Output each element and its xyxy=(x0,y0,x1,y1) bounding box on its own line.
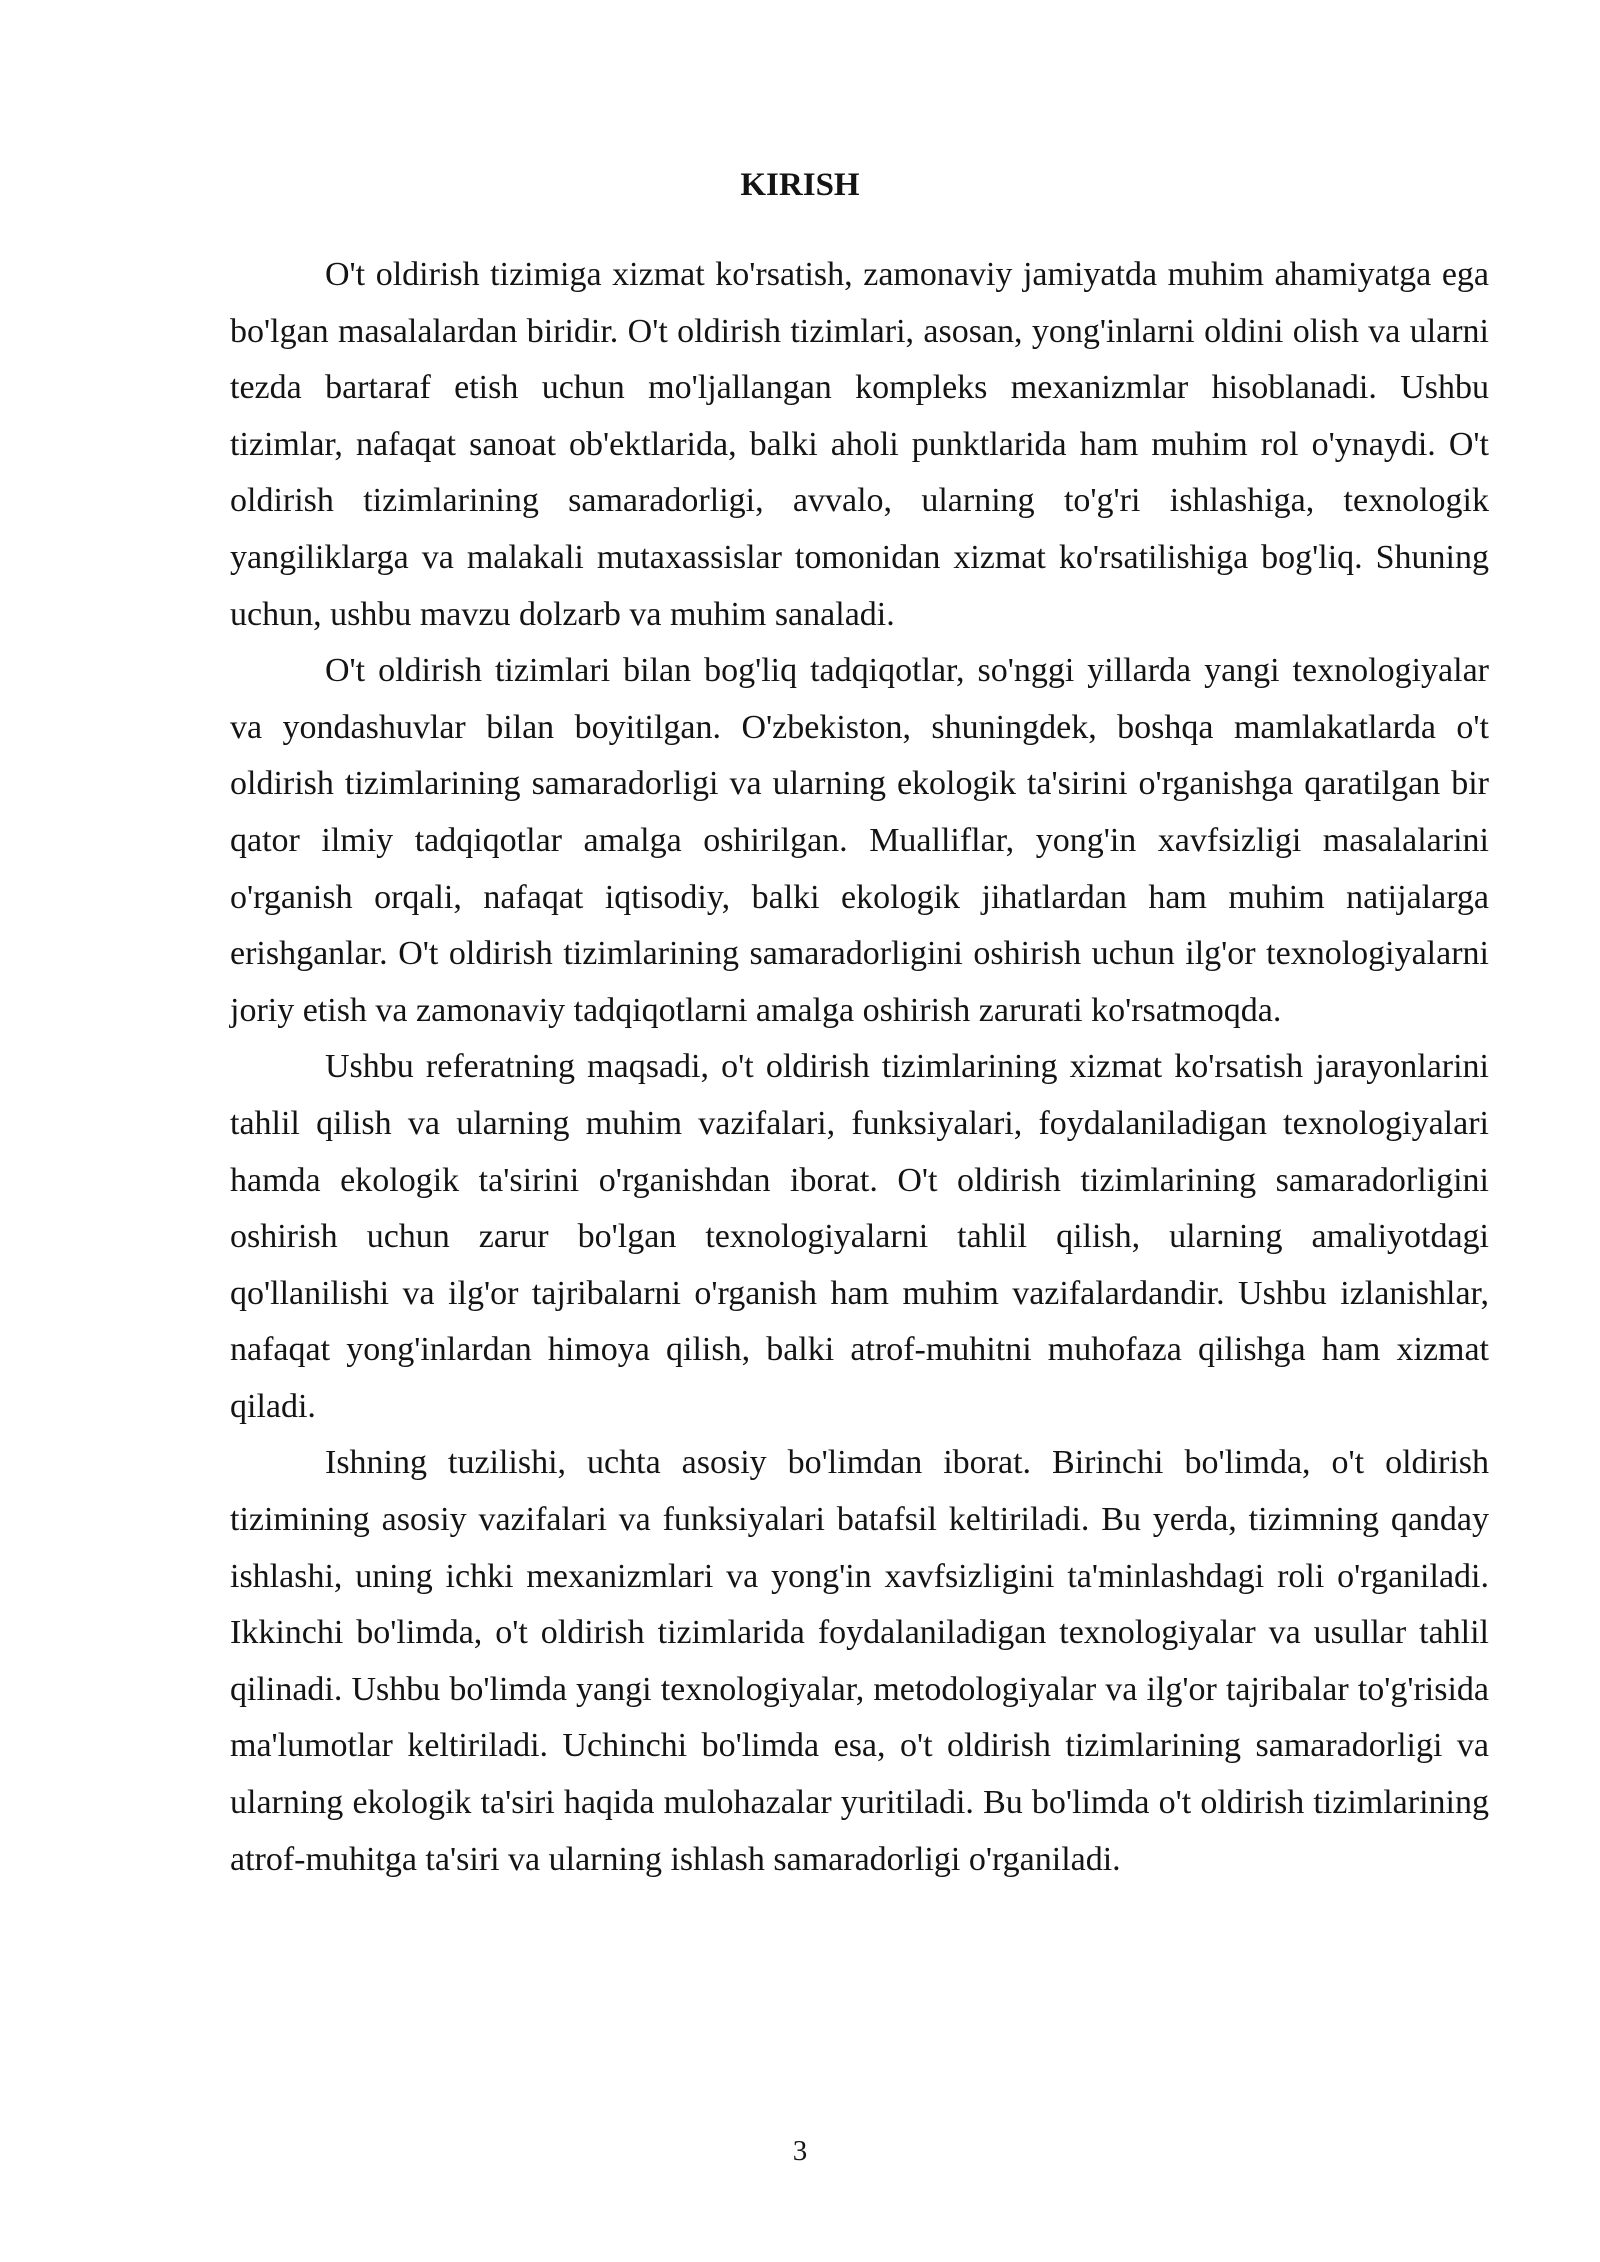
paragraph-structure: Ishning tuzilishi, uchta asosiy bo'limdan iborat. Birinchi bo'limda, o't oldirish tizimining asosiy vazifalari va funksiyalari batafsil keltiriladi. Bu yerda, tizimning qanday ishlashi, uning ichki mexanizmlari va yong'in xavfsizligini ta'minlashdagi roli o'rganiladi. Ikkinchi bo'limda, o't oldirish tizimlarida foydalaniladigan texnologiyalar va usullar tahlil qilinadi. Ushbu bo'limda yangi texnologiyalar, metodologiyalar va ilg'or tajribalar to'g'risida ma'lumotlar keltiriladi. Uchinchi bo'limda esa, o't oldirish tizimlarining samaradorligi va ularning ekologik ta'siri haqida mulohazalar yuritiladi. Bu bo'limda o't oldirish tizimlarining atrof-muhitga ta'siri va ularning ishlash samaradorligi o'rganiladi. xyxy=(230,1444,1489,1878)
page-title: KIRISH xyxy=(740,167,860,203)
page-number: 3 xyxy=(792,2135,808,2167)
body-text xyxy=(230,247,1489,1888)
paragraph-research: O't oldirish tizimlari bilan bog'liq tadqiqotlar, so'nggi yillarda yangi texnologiyalar va yondashuvlar bilan boyitilgan. O'zbekiston, shuningdek, boshqa mamlakatlarda o't oldirish tizimlarining samaradorligi va ularning ekologik ta'sirini o'rganishga qaratilgan bir qator ilmiy tadqiqotlar amalga oshirilgan. Mualliflar, yong'in xavfsizligi masalalarini o'rganish orqali, nafaqat iqtisodiy, balki ekologik jihatlardan ham muhim natijalarga erishganlar. O't oldirish tizimlarining samaradorligini oshirish uchun ilg'or texnologiyalarni joriy etish va zamonaviy tadqiqotlarni amalga oshirish zarurati ko'rsatmoqda. xyxy=(230,652,1489,1029)
paragraph-goal: Ushbu referatning maqsadi, o't oldirish tizimlarining xizmat ko'rsatish jarayonlarini tahlil qilish va ularning muhim vazifalari, funksiyalari, foydalaniladigan texnologiyalari hamda ekologik ta'sirini o'rganishdan iborat. O't oldirish tizimlarining samaradorligini oshirish uchun zarur bo'lgan texnologiyalarni tahlil qilish, ularning amaliyotdagi qo'llanilishi va ilg'or tajribalarni o'rganish ham muhim vazifalardandir. Ushbu izlanishlar, nafaqat yong'inlardan himoya qilish, balki atrof-muhitni muhofaza qilishga ham xizmat qiladi. xyxy=(230,1048,1489,1425)
paragraph-intro: O't oldirish tizimiga xizmat ko'rsatish, zamonaviy jamiyatda muhim ahamiyatga ega bo'lgan masalalardan biridir. O't oldirish tizimlari, asosan, yong'inlarni oldini olish va ularni tezda bartaraf etish uchun mo'ljallangan kompleks mexanizmlar hisoblanadi. Ushbu tizimlar, nafaqat sanoat ob'ektlarida, balki aholi punktlarida ham muhim rol o'ynaydi. O't oldirish tizimlarining samaradorligi, avvalo, ularning to'g'ri ishlashiga, texnologik yangiliklarga va malakali mutaxassislar tomonidan xizmat ko'rsatilishiga bog'liq. Shuning uchun, ushbu mavzu dolzarb va muhim sanaladi. xyxy=(230,256,1489,633)
